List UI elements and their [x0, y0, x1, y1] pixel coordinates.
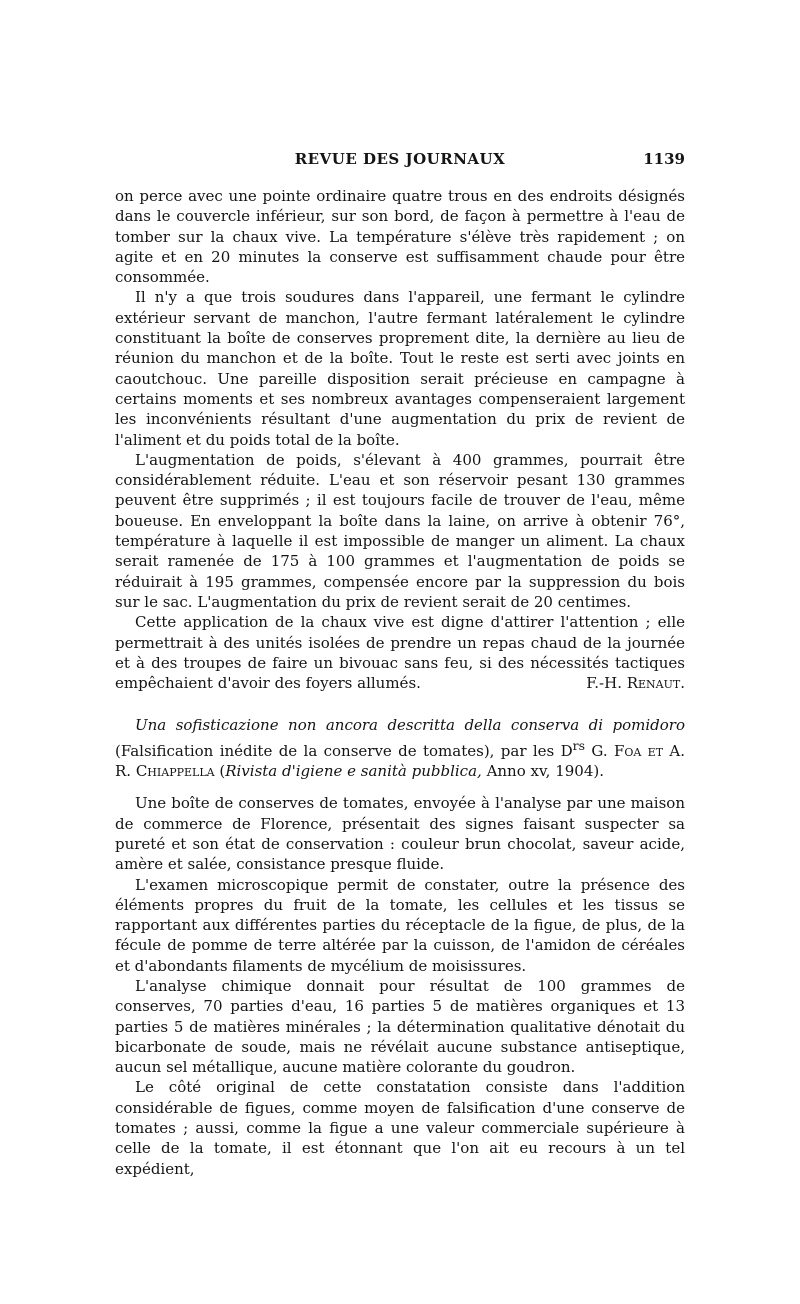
paragraph: L'examen microscopique permit de constater, outre la présence des éléments propres du fruit de la tomate, les cellules et les tissus se rapportant aux différentes parties du réceptacle de la figue, de plus, de la fécule de pomme de terre altérée par la cuisson, de l'amidon de céréales et d'abondants filaments de mycélium de moisissures.: [115, 875, 685, 975]
running-title: REVUE DES JOURNAUX: [294, 150, 506, 168]
article-title-italian: Una sofisticazione non ancora descritta della conserva di pomidoro: [135, 716, 685, 735]
paragraph-text: Cette application de la chaux vive est digne d'attirer l'attention ; elle permettrait à des unités isolées de prendre un repas chaud de la journée et à des troupes de faire un bivouac sans feu, si des nécessités tactiques empêchaient d'avoir des foyers allumés.: [115, 613, 685, 693]
paragraph: Une boîte de conserves de tomates, envoyée à l'analyse par une maison de commerce de Florence, présentait des signes faisant suspecter sa pureté et son état de conservation : couleur brun chocolat, saveur acide, amère et salée, consistance presque fluide.: [115, 794, 685, 874]
doctor-abbrev-superscript: rs: [572, 737, 586, 753]
article-authors: G. Foa et A. R. Chiappella: [115, 741, 685, 781]
journal-issue: Anno xv, 1904).: [486, 762, 604, 781]
page-body: [115, 186, 685, 1179]
paren-open: (: [219, 762, 226, 781]
paragraph-with-signature: [115, 612, 685, 693]
article-title-translation: (Falsification inédite de la conserve de tomates), par les D: [115, 741, 573, 760]
author-signature: F.-H. Renaut.: [586, 674, 685, 693]
paragraph: on perce avec une pointe ordinaire quatre trous en des endroits désignés dans le couvercle inférieur, sur son bord, de façon à permettre à l'eau de tomber sur la chaux vive. La température s'élève très rapidement ; on agite et en 20 minutes la conserve est suffisamment chaude pour être consommée.: [115, 187, 685, 287]
journal-name: Rivista d'igiene e sanità pubblica,: [225, 762, 482, 781]
section-spacer: [115, 781, 685, 793]
article-title: [115, 715, 685, 781]
paragraph: L'analyse chimique donnait pour résultat de 100 grammes de conserves, 70 parties d'eau, 16 parties 5 de matières organiques et 13 parties 5 de matières minérales ; la détermination qualitative dénotait du bicarbonate de soude, mais ne révélait aucune substance antiseptique, aucun sel métallique, aucune matière colorante du goudron.: [115, 976, 685, 1077]
page-number: 1139: [643, 150, 685, 168]
paragraph: Il n'y a que trois soudures dans l'appareil, une fermant le cylindre extérieur servant de manchon, l'autre fermant latéralement le cylindre constituant la boîte de conserves proprement dite, la dernière au lieu de réunion du manchon et de la boîte. Tout le reste est serti avec joints en caoutchouc. Une pareille disposition serait précieuse en campagne à certains moments et ses nombreux avantages compenseraient largement les inconvénients résultant d'une augmentation du prix de revient de l'aliment et du poids total de la boîte.: [115, 288, 685, 449]
page-header: [115, 150, 685, 176]
paragraph: Le côté original de cette constatation consiste dans l'addition considérable de figues, comme moyen de falsification d'une conserve de tomates ; aussi, comme la figue a une valeur commerciale supérieure à celle de la tomate, il est étonnant que l'on ait eu recours à un tel expédient,: [115, 1078, 685, 1178]
paragraph: L'augmentation de poids, s'élevant à 400 grammes, pourrait être considérablement réduite. L'eau et son réservoir pesant 130 grammes peuvent être supprimés ; il est toujours facile de trouver de l'eau, même boueuse. En enveloppant la boîte dans la laine, on arrive à obtenir 76°, température à laquelle il est impossible de manger un aliment. La chaux serait ramenée de 175 à 100 grammes et l'augmentation de poids se réduirait à 195 grammes, compensée encore par la suppression du bois sur le sac. L'augmentation du prix de revient serait de 20 centimes.: [115, 450, 685, 611]
